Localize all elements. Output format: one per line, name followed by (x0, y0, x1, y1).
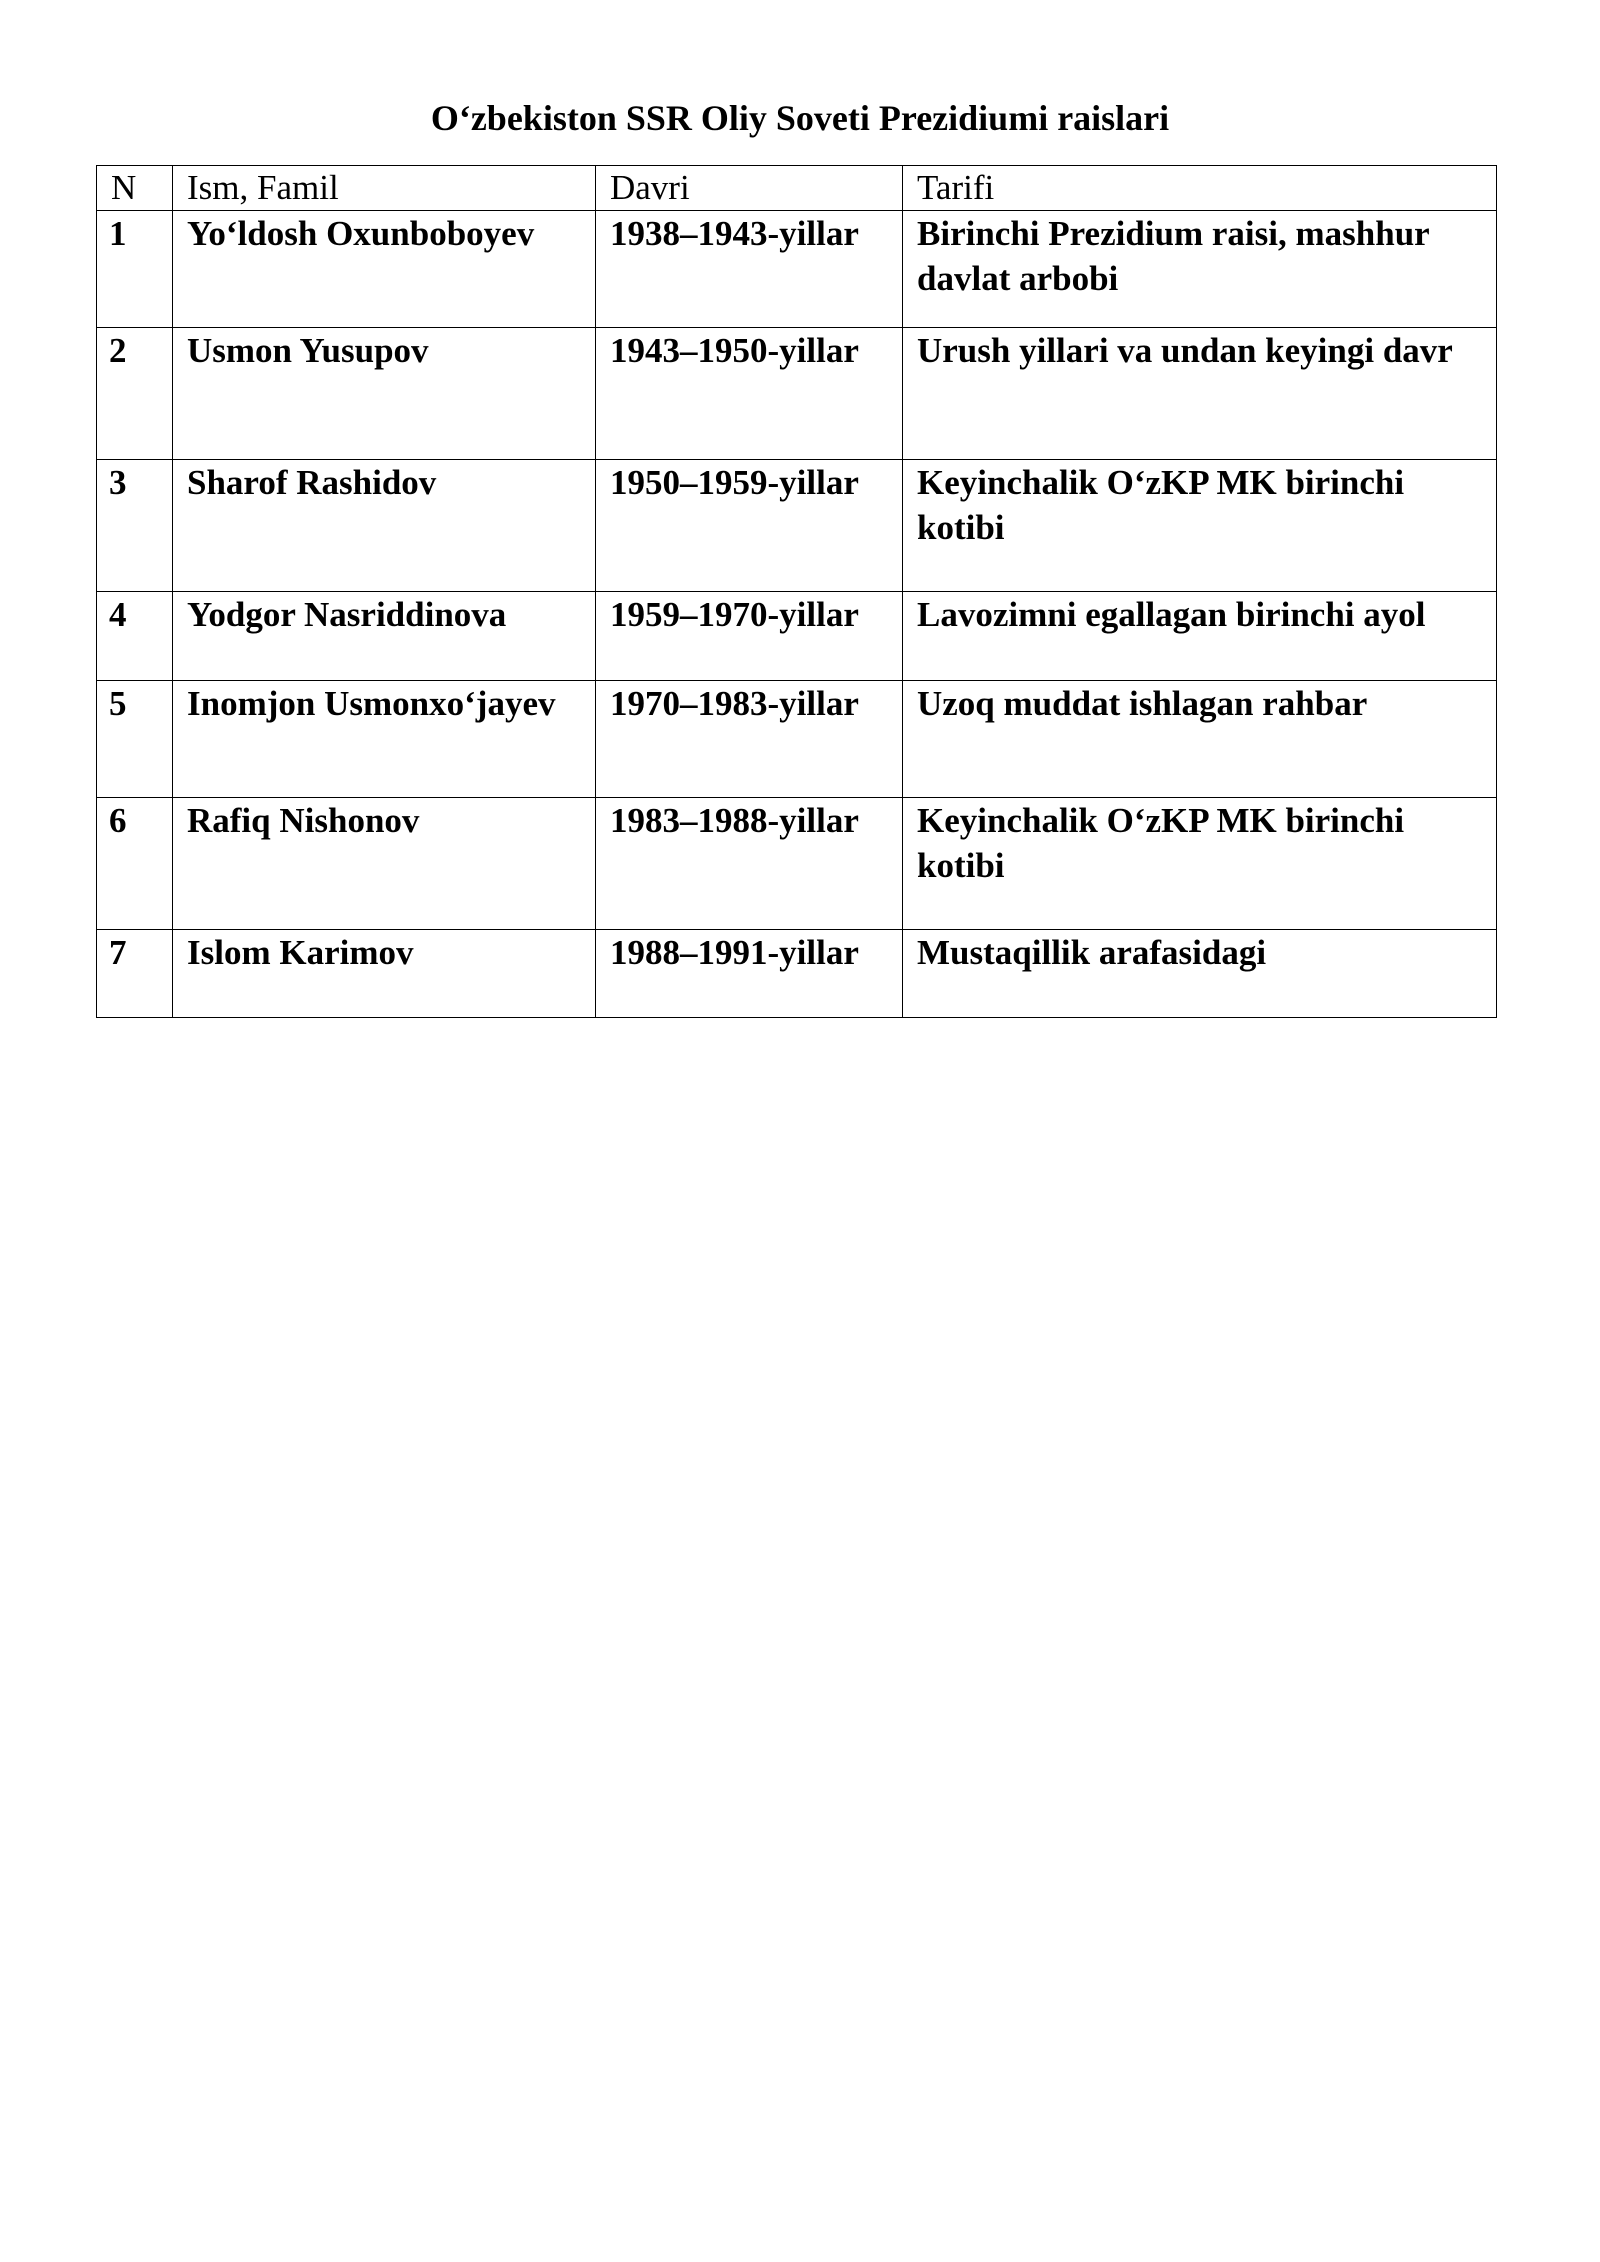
period-cell: 1970–1983-yillar (596, 681, 903, 798)
table-row (97, 211, 1497, 328)
name-cell: Usmon Yusupov (173, 328, 596, 460)
description-cell: Urush yillari va undan keyingi davr (903, 328, 1497, 460)
table-row (97, 592, 1497, 681)
column-header-description: Tarifi (903, 166, 1497, 211)
description-cell: Uzoq muddat ishlagan rahbar (903, 681, 1497, 798)
period-cell: 1943–1950-yillar (596, 328, 903, 460)
description-cell: Lavozimni egallagan birinchi ayol (903, 592, 1497, 681)
column-header-name: Ism, Famil (173, 166, 596, 211)
table-row (97, 798, 1497, 930)
description-cell: Birinchi Prezidium raisi, mashhur davlat arbobi (903, 211, 1497, 328)
row-number-cell: 3 (97, 460, 173, 592)
period-cell: 1938–1943-yillar (596, 211, 903, 328)
period-cell: 1988–1991-yillar (596, 930, 903, 1018)
row-number-cell: 6 (97, 798, 173, 930)
description-cell: Mustaqillik arafasidagi (903, 930, 1497, 1018)
name-cell: Rafiq Nishonov (173, 798, 596, 930)
name-cell: Islom Karimov (173, 930, 596, 1018)
row-number-cell: 1 (97, 211, 173, 328)
name-cell: Yo‘ldosh Oxunboboyev (173, 211, 596, 328)
name-cell: Yodgor Nasriddinova (173, 592, 596, 681)
row-number-cell: 5 (97, 681, 173, 798)
row-number-cell: 7 (97, 930, 173, 1018)
description-cell: Keyinchalik O‘zKP MK birinchi kotibi (903, 798, 1497, 930)
table-row (97, 681, 1497, 798)
period-cell: 1983–1988-yillar (596, 798, 903, 930)
table-row (97, 328, 1497, 460)
column-header-period: Davri (596, 166, 903, 211)
row-number-cell: 2 (97, 328, 173, 460)
description-cell: Keyinchalik O‘zKP MK birinchi kotibi (903, 460, 1497, 592)
name-cell: Inomjon Usmonxo‘jayev (173, 681, 596, 798)
table-row (97, 460, 1497, 592)
row-number-cell: 4 (97, 592, 173, 681)
name-cell: Sharof Rashidov (173, 460, 596, 592)
period-cell: 1950–1959-yillar (596, 460, 903, 592)
document-title: O‘zbekiston SSR Oliy Soveti Prezidiumi raislari (430, 98, 1170, 138)
period-cell: 1959–1970-yillar (596, 592, 903, 681)
table-row (97, 930, 1497, 1018)
chairmen-table (96, 165, 1497, 1018)
table-header-row (97, 166, 1497, 211)
column-header-number: N (97, 166, 173, 211)
